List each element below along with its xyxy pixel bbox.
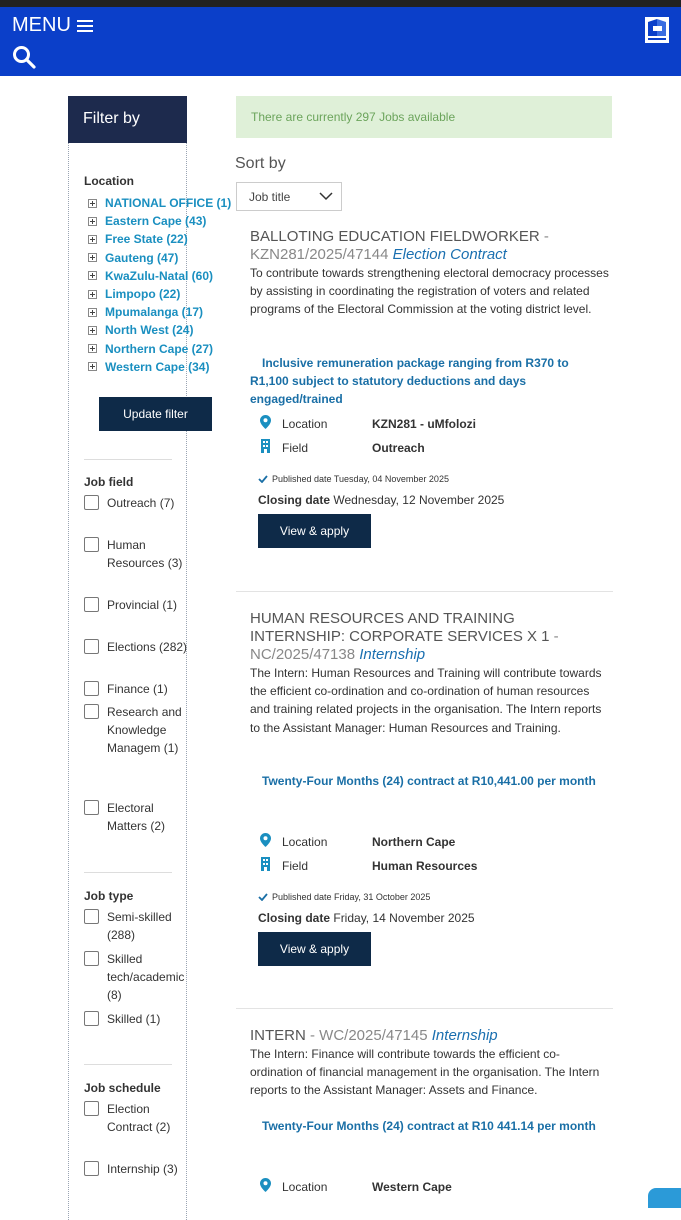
published-date: Published date Friday, 31 October 2025 [258,892,430,902]
job-description: The Intern: Finance will contribute towards the efficient co-ordination of financial management in the organisation. The Intern reports to the Assistant Manager: Assets and Finance. [250,1047,600,1098]
search-icon[interactable] [12,45,36,69]
menu-label: MENU [12,14,71,36]
job-type-option[interactable]: Skilled tech/academic (8) [84,950,194,1004]
floating-action-button[interactable] [648,1188,681,1208]
job-title-line[interactable]: INTERN - WC/2025/47145 Internship [250,1027,498,1044]
job-package: Twenty-Four Months (24) contract at R10 441.14 per month [262,1119,596,1133]
expand-plus-icon[interactable] [88,199,97,208]
job-field-option[interactable]: Provincial (1) [84,596,194,614]
checkbox[interactable] [84,704,99,719]
update-filter-button[interactable]: Update filter [99,397,212,431]
expand-plus-icon[interactable] [88,362,97,371]
expand-plus-icon[interactable] [88,235,97,244]
building-icon [260,439,271,453]
expand-plus-icon[interactable] [88,217,97,226]
building-icon [260,857,271,871]
checkbox[interactable] [84,1161,99,1176]
job-title-line[interactable]: BALLOTING EDUCATION FIELDWORKER - KZN281/2025/47144 Election Contract [250,228,549,263]
job-card [250,1027,610,1194]
expand-plus-icon[interactable] [88,308,97,317]
location-list [88,194,238,376]
job-type-heading: Job type [84,889,134,903]
job-field-row: Field Outreach [260,441,425,455]
location-heading: Location [84,174,134,188]
chevron-down-icon [319,192,333,201]
job-description: The Intern: Human Resources and Training will contribute towards the efficient co-ordination and co-ordination of human resources and training related projects in the organisation. The Intern reports to the Assistant Manager: Human Resources and Training. [250,666,602,735]
location-item[interactable]: Limpopo (22) [88,285,238,303]
divider [84,459,172,460]
check-icon [258,893,268,901]
checkbox[interactable] [84,639,99,654]
view-apply-button[interactable]: View & apply [258,514,371,548]
expand-plus-icon[interactable] [88,344,97,353]
location-item[interactable]: Mpumalanga (17) [88,303,238,321]
location-item[interactable]: NATIONAL OFFICE (1) [88,194,238,212]
location-pin-icon [260,1178,271,1192]
checkbox[interactable] [84,909,99,924]
divider [84,1064,172,1065]
site-header [0,7,681,76]
job-title-line[interactable]: HUMAN RESOURCES AND TRAINING INTERNSHIP: CORPORATE SERVICES X 1 - NC/2025/47138 Internship [250,610,559,663]
expand-plus-icon[interactable] [88,271,97,280]
job-location-row: Location Western Cape [260,1180,452,1194]
job-schedule-option[interactable]: Internship (3) [84,1160,194,1178]
job-type-option[interactable]: Semi-skilled (288) [84,908,194,944]
divider [236,591,613,592]
location-pin-icon [260,833,271,847]
checkbox[interactable] [84,1011,99,1026]
divider [84,872,172,873]
sort-select[interactable]: Job title [236,182,342,211]
location-item[interactable]: Gauteng (47) [88,249,238,267]
job-card [250,228,610,538]
location-pin-icon [260,415,271,429]
expand-plus-icon[interactable] [88,290,97,299]
divider [236,1008,613,1009]
check-icon [258,475,268,483]
checkbox[interactable] [84,537,99,552]
top-status-strip [0,0,681,7]
closing-date: Closing date Wednesday, 12 November 2025 [258,493,505,507]
job-field-option[interactable]: Research and Knowledge Managem (1) [84,703,194,757]
iec-logo-icon[interactable] [644,16,670,44]
job-field-option[interactable]: Human Resources (3) [84,536,194,572]
job-location-row: Location Northern Cape [260,835,455,849]
job-field-option[interactable]: Finance (1) [84,680,194,698]
filter-by-heading: Filter by [68,96,187,143]
job-field-heading: Job field [84,475,134,489]
job-field-option[interactable]: Electoral Matters (2) [84,799,194,835]
hamburger-icon [77,17,93,35]
job-location-row: Location KZN281 - uMfolozi [260,417,476,431]
job-package: Inclusive remuneration package ranging from R370 to R1,100 subject to statutory deductions and days engaged/trained [250,356,569,406]
job-description: To contribute towards strengthening electoral democracy processes by assisting in coordinating the registration of voters and related programs of the Electoral Commission at the voting district level. [250,266,609,317]
job-card [250,610,610,956]
published-date: Published date Tuesday, 04 November 2025 [258,474,449,484]
view-apply-button[interactable]: View & apply [258,932,371,966]
job-schedule-option[interactable]: Election Contract (2) [84,1100,194,1136]
checkbox[interactable] [84,681,99,696]
checkbox[interactable] [84,1101,99,1116]
job-field-row: Field Human Resources [260,859,477,873]
location-item[interactable]: North West (24) [88,321,238,339]
checkbox[interactable] [84,597,99,612]
main-content [0,76,681,1200]
location-item[interactable]: Free State (22) [88,230,238,248]
job-type-option[interactable]: Skilled (1) [84,1010,194,1028]
menu-button[interactable] [12,14,93,37]
sort-by-label: Sort by [235,155,286,172]
location-item[interactable]: Northern Cape (27) [88,340,238,358]
checkbox[interactable] [84,495,99,510]
job-package: Twenty-Four Months (24) contract at R10,441.00 per month [262,774,596,788]
job-field-option[interactable]: Elections (282) [84,638,194,656]
checkbox[interactable] [84,800,99,815]
location-item[interactable]: Eastern Cape (43) [88,212,238,230]
jobs-available-alert: There are currently 297 Jobs available [236,96,612,138]
job-schedule-heading: Job schedule [84,1081,161,1095]
location-item[interactable]: Western Cape (34) [88,358,238,376]
expand-plus-icon[interactable] [88,326,97,335]
expand-plus-icon[interactable] [88,253,97,262]
checkbox[interactable] [84,951,99,966]
location-item[interactable]: KwaZulu-Natal (60) [88,267,238,285]
job-field-option[interactable]: Outreach (7) [84,494,194,512]
closing-date: Closing date Friday, 14 November 2025 [258,911,475,925]
